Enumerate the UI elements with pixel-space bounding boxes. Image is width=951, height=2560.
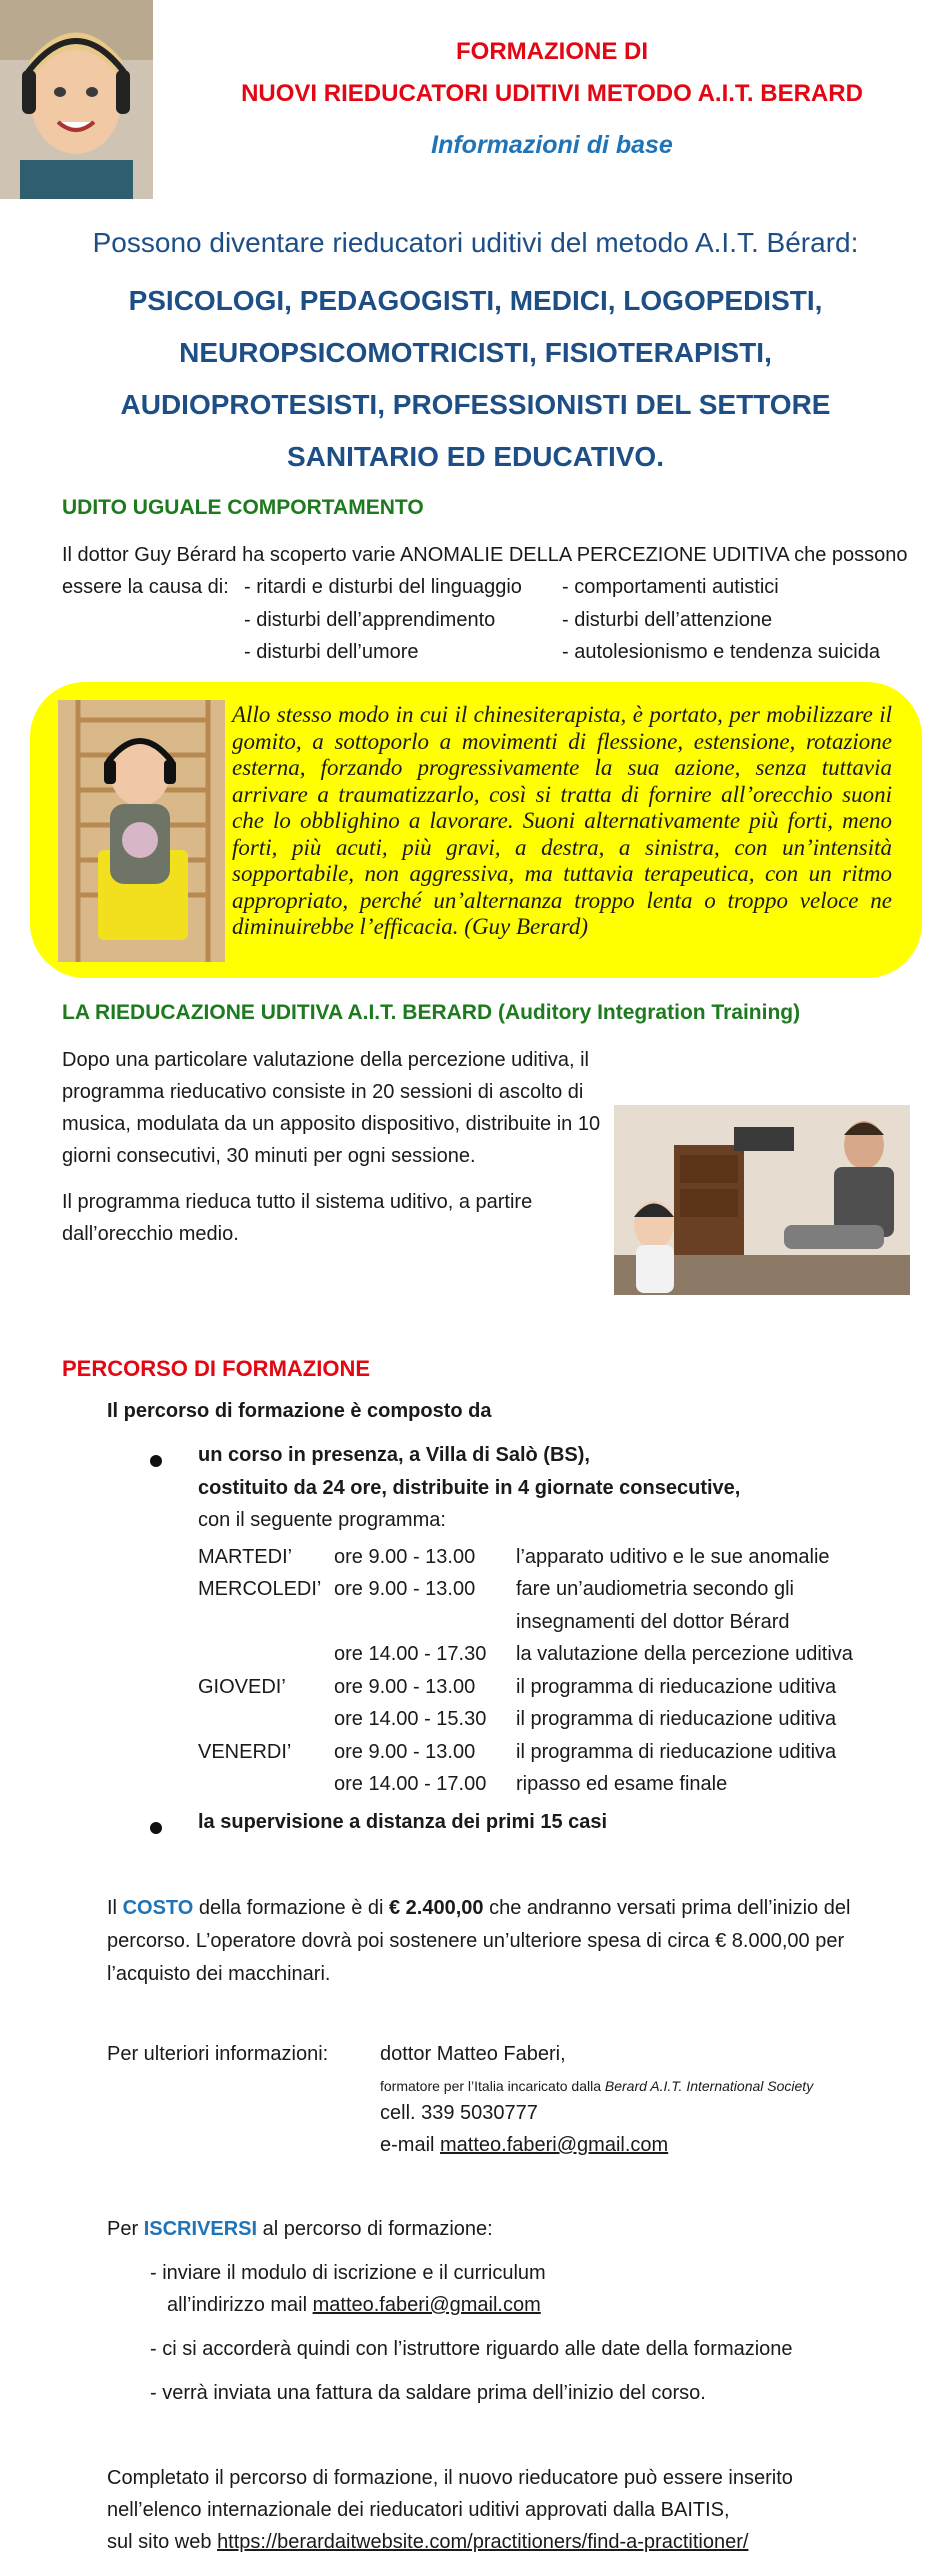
bullet-dot [150,1455,162,1467]
section-heading-ait: LA RIEDUCAZIONE UDITIVA A.I.T. BERARD (Auditory Integration Training) [62,1001,801,1024]
course-line: costituito da 24 ore, distribuite in 4 giornate consecutive, [198,1477,741,1499]
schedule-time: ore 14.00 - 15.30 [334,1708,487,1730]
final-text: sul sito web [107,2531,218,2553]
ait-paragraph-2: Il programma rieduca tutto il sistema uditivo, a partire dall’orecchio medio. [62,1191,533,1245]
symptom-item: - disturbi dell’apprendimento [244,609,496,631]
schedule-time: ore 14.00 - 17.30 [334,1643,487,1665]
subtitle: Informazioni di base [431,131,673,159]
schedule-time: ore 9.00 - 13.00 [334,1741,476,1763]
schedule-topic: il programma di rieducazione uditiva [516,1708,837,1730]
contact-phone: cell. 339 5030777 [380,2102,538,2124]
enroll-step-1-email-line [167,2294,541,2317]
cost-text: della formazione è di [193,1897,389,1919]
cost-text: Il [107,1897,123,1919]
practitioner-url-link[interactable]: https://berardaitwebsite.com/practitioners/find-a-practitioner/ [217,2531,749,2553]
title-line2: NUOVI RIEDUCATORI UDITIVI METODO A.I.T. BERARD [241,80,863,107]
intro-line: Il dottor Guy Bérard ha scoperto varie ANOMALIE DELLA PERCEZIONE UDITIVA che possono [62,544,908,566]
schedule-day: MARTEDI’ [198,1546,293,1568]
schedule-time: ore 9.00 - 13.00 [334,1676,476,1698]
professions-list [90,275,861,483]
photo-boy-headphones [0,0,153,199]
professions-line: NEUROPSICOMOTRICISTI, FISIOTERAPISTI, [179,337,772,368]
enroll-step-1: - inviare il modulo di iscrizione e il curriculum [150,2262,546,2284]
schedule-time: ore 9.00 - 13.00 [334,1578,476,1600]
bullet-dot [150,1822,162,1834]
schedule-day: VENERDI’ [198,1741,292,1763]
section-heading-percorso: PERCORSO DI FORMAZIONE [62,1356,371,1381]
schedule-topic: insegnamenti del dottor Bérard [516,1611,790,1633]
final-paragraph [107,2462,927,2558]
section-heading-udito: UDITO UGUALE COMPORTAMENTO [62,496,424,519]
schedule-topic: il programma di rieducazione uditiva [516,1741,837,1763]
enroll-text: Per [107,2218,144,2240]
who-intro: Possono diventare rieducatori uditivi del metodo A.I.T. Bérard: [92,227,859,258]
professions-line: AUDIOPROTESISTI, PROFESSIONISTI DEL SETTORE [120,389,831,420]
info-label: Per ulteriori informazioni: [107,2043,329,2065]
enroll-keyword: ISCRIVERSI [143,2218,258,2240]
supervision-line: la supervisione a distanza dei primi 15 casi [198,1811,608,1833]
schedule-topic: ripasso ed esame finale [516,1773,728,1795]
photo-child-on-chair [58,700,225,962]
contact-email-link[interactable]: matteo.faberi@gmail.com [440,2134,669,2156]
intro-line: essere la causa di: [62,576,229,598]
contact-email-label: e-mail [380,2134,441,2156]
percorso-intro: Il percorso di formazione è composto da [107,1400,492,1422]
enroll-intro [107,2218,493,2241]
symptom-item: - autolesionismo e tendenza suicida [562,641,880,663]
course-line: con il seguente programma: [198,1509,446,1531]
schedule-time: ore 14.00 - 17.00 [334,1773,487,1795]
professions-line: SANITARIO ED EDUCATIVO. [287,441,664,472]
enroll-email-link[interactable]: matteo.faberi@gmail.com [312,2294,541,2316]
enroll-text: al percorso di formazione: [257,2218,493,2240]
photo-therapy-session [614,1105,910,1295]
schedule-topic: l’apparato uditivo e le sue anomalie [516,1546,830,1568]
cost-text: che andranno versati prima dell’inizio del percorso. L’operatore dovrà poi sostenere un’ulteriore spesa di circa € 8.000,00 per l’acquisto dei macchinari. [107,1897,851,1985]
symptom-item: - ritardi e disturbi del linguaggio [244,576,522,598]
schedule-time: ore 9.00 - 13.00 [334,1546,476,1568]
professions-line: PSICOLOGI, PEDAGOGISTI, MEDICI, LOGOPEDISTI, [128,285,823,316]
final-line [107,2526,927,2558]
symptom-item: - disturbi dell’attenzione [562,609,773,631]
enroll-text: all’indirizzo mail [167,2294,313,2316]
final-line: Completato il percorso di formazione, il nuovo rieducatore può essere inserito [107,2467,793,2489]
schedule-topic: il programma di rieducazione uditiva [516,1676,837,1698]
berard-quote: Allo stesso modo in cui il chinesiterapista, è portato, per mobilizzare il gomito, a sottoporlo a movimenti di flessione, estensione, rotazione esterna, forzando progressivamente la sua azione, senza tuttavia arrivare a traumatizzarlo, così si tratta di fornire all’orecchio suoni che lo obblighino a lavorare. Suoni alternativamente più forti, meno forti, più acuti, più gravi, a destra, a sinistra, con un’intensità sopportabile, non aggressiva, ma tuttavia terapeutica, con un ritmo appropriato, perché un’alternanza troppo lenta o troppo veloce ne diminuirebbe l’efficacia. (Guy Berard) [232,702,892,939]
cost-amount: € 2.400,00 [389,1897,484,1919]
cost-keyword: COSTO [122,1897,194,1919]
contact-role-text: formatore per l’Italia incaricato dalla [380,2078,605,2094]
schedule-day: GIOVEDI’ [198,1676,286,1698]
schedule-day: MERCOLEDI’ [198,1578,322,1600]
final-line: nell’elenco internazionale dei rieducatori uditivi approvati dalla BAITIS, [107,2499,730,2521]
schedule-topic: la valutazione della percezione uditiva [516,1643,853,1665]
cost-paragraph [107,1892,907,1991]
symptom-item: - comportamenti autistici [562,576,779,598]
course-line: un corso in presenza, a Villa di Salò (BS), [198,1444,590,1466]
symptom-item: - disturbi dell’umore [244,641,419,663]
enroll-step-3: - verrà inviata una fattura da saldare prima dell’inizio del corso. [150,2382,706,2404]
contact-name: dottor Matteo Faberi, [380,2043,566,2065]
contact-role [380,2078,813,2094]
ait-paragraph-1: Dopo una particolare valutazione della percezione uditiva, il programma rieducativo consiste in 20 sessioni di ascolto di musica, modulata da un apposito dispositivo, distribuite in 10 giorni consecutivi, 30 minuti per ogni sessione. [62,1049,601,1167]
title-line1: FORMAZIONE DI [456,38,648,65]
contact-role-org: Berard A.I.T. International Society [604,2078,814,2094]
schedule-topic: fare un’audiometria secondo gli [516,1578,794,1600]
contact-email-line [380,2134,668,2157]
enroll-step-2: - ci si accorderà quindi con l’istruttore riguardo alle date della formazione [150,2338,793,2360]
